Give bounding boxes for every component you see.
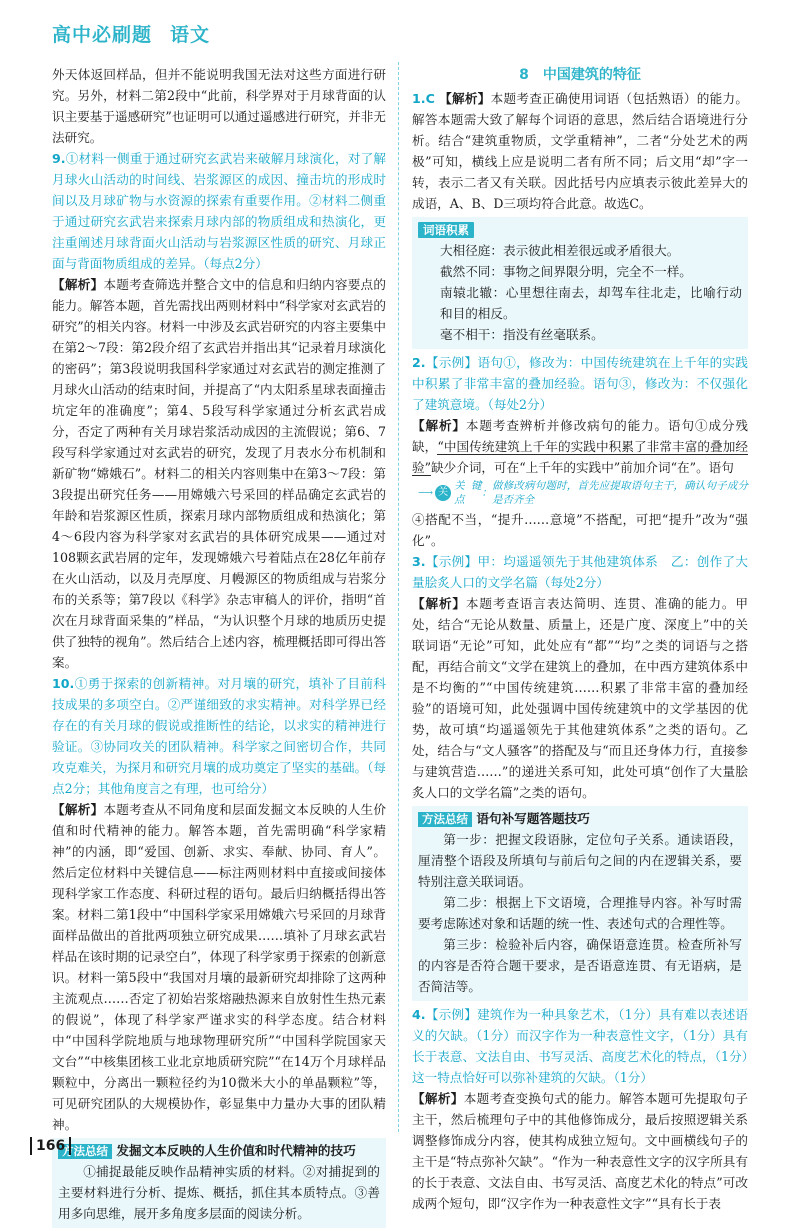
method-summary-tag: 方法总结: [418, 812, 472, 827]
method-summary-title: 发掘文本反映的人生价值和时代精神的技巧: [116, 1143, 356, 1158]
subject-title: 语文: [170, 24, 211, 46]
question-10-number: 10.: [52, 676, 75, 691]
book-title: [52, 20, 210, 47]
key-point-text: 做修改病句题时，首先应提取语句主干，确认句子成分是否齐全: [491, 480, 748, 506]
question-2-analysis-c: ④搭配不当，“提升……意境”不搭配，可把“提升”改为“强化”。: [412, 512, 748, 548]
question-10: [52, 673, 386, 1135]
method-summary-box-left: [52, 1138, 386, 1228]
analysis-label: 【解析】: [52, 277, 104, 292]
method-step: 第一步：把握文段语脉，定位句子关系。通读语段，厘清整个语段及所填句与前后句之间的内在逻辑关系，要特别注意关联词语。: [418, 832, 742, 889]
question-10-analysis: [52, 799, 386, 1135]
analysis-label: 【解析】: [52, 802, 104, 817]
method-summary-header: [418, 808, 742, 829]
question-4-label: 【示例】: [425, 1007, 478, 1022]
question-3-number: 3.: [412, 554, 426, 569]
question-3-analysis-text: 本题考查语言表达简明、连贯、准确的能力。甲处，结合“无论从数量、质量上，还是广度、深度上”中的关联词语“无论”可知，此处应有“都”“均”之类的词语与之搭配，再结合前文“文学在建筑上的叠加，在中西方建筑体系中是不均衡的”“中国传统建筑……积累了非常丰富的叠加经验”的语境可知，此处强调中国传统建筑中的文学基因的优势，故可填“均遥遥领先于其他建筑体系”之类的语句。乙处，结合与“文人骚客”的搭配及与“而且还身体力行，直接参与建筑营造……”的递进关系可知，此处可填“创作了大量脍炙人口的文学名篇”之类的语句。: [412, 596, 749, 800]
question-2: [412, 352, 748, 551]
analysis-label: 【解析】: [439, 91, 491, 106]
question-4-answer-text: 建筑作为一种具象艺术，（1分）具有难以表述语义的欠缺。（1分）而汉字作为一种表意性文字，（1分）具有长于表意、文法自由、书写灵活、高度艺术化的特点，（1分）这一特点恰好可以弥补建筑的欠缺。（1分）: [412, 1007, 749, 1085]
key-point-icon: 关: [435, 485, 451, 501]
analysis-label: 【解析】: [412, 596, 466, 611]
question-10-analysis-text: 本题考查从不同角度和层面发掘文本反映的人生价值和时代精神的能力。解答本题，首先需明确“科学家精神”的内涵，即“爱国、创新、求实、奉献、协同、育人”。然后定位材料中关键信息——标注两则材料中直接或间接体现科学家工作态度、科研过程的语句。最后归纳概括得出答案。材料二第1段中“中国科学家采用嫦娥六号采回的月球背面样品做出的首批两项独立研究成果……填补了月球玄武岩样品在该时期的记录空白”，体现了科学家勇于探索的创新意识。材料一第5段中“我国对月壤的最新研究却排除了这两种主流观点……否定了初始岩浆熔融热源来自放射性生热元素的假说”，体现了科学家严谨求实的科学态度。结合材料中“中国科学院地质与地球物理研究所”“中国科学院国家天文台”“中核集团核工业北京地质研究院”“在14万个月球样品颗粒中，分离出一颗粒径约为10微米大小的单晶颗粒”等，可见研究团队的大规模协作，彰显集中力量办大事的团队精神。: [52, 802, 387, 1132]
question-10-answer-text: ①勇于探索的创新精神。对月壤的研究，填补了目前科技成果的多项空白。②严谨细致的求实精神。对科学界已经存在的有关月球的假说或推断性的结论，以求实的精神进行验证。③协同攻关的团队精神。科学家之间密切合作，共同攻克难关，为探月和研究月壤的成功奠定了坚实的基础。（每点2分；其他角度言之有理，也可给分）: [52, 676, 386, 796]
question-10-answer: [52, 673, 386, 799]
question-1-analysis-text: 本题考查正确使用词语（包括熟语）的能力。解答本题需大致了解每个词语的意思，然后结合语境进行分析。结合“建筑重物质，文学重精神”，二者“分处艺术的两极”可知，横线上应是说明二者有所不同；后文用“却”字一转，表示二者又有关联。因此括号内应填表示彼此差异大的成语，A、B、D三项均符合此意。故选C。: [412, 91, 748, 211]
question-4-answer: [412, 1004, 748, 1088]
question-9-analysis-text: 本题考查筛选并整合文中的信息和归纳内容要点的能力。解答本题，首先需找出两则材料中“科学家对玄武岩的研究”的相关内容。材料一中涉及玄武岩研究的内容主要集中在第2～7段：第2段介绍了玄武岩并指出其“记录着月球演化的密码”；第3段说明我国科学家通过对玄武岩的测定推测了月球火山活动的结束时间，并提高了“内太阳系星球表面撞击坑定年的准确度”；第4、5段写科学家通过分析玄武岩成分，否定了两种有关月球岩浆活动成因的主流假说；第6、7段写科学家通过对玄武岩的研究，发现了月表水分布机制和新矿物“嫦娥石”。材料二的相关内容则集中在第3～7段：第3段提出研究任务——用嫦娥六号采回的样品确定玄武岩的年龄和岩浆源区性质，探索月球内部物质组成和热演化；第4～6段内容为科学家对玄武岩的具体研究成果——通过对108颗玄武岩屑的定年，发现嫦娥六号着陆点在28亿年前存在火山活动，以及月壳厚度、月幔源区的物质组成与岩浆分布的关系等；第7段以《科学》杂志审稿人的评价，指明“首次在月球背面采集的”样品，“为认识整个月球的地质历史提供了独特的视角”。然后结合上述内容，梳理概括即可得出答案。: [52, 277, 387, 670]
page-number: 166: [30, 1137, 71, 1155]
intro-paragraph: 外天体返回样品，但并不能说明我国无法对这些方面进行研究。另外，材料二第2段中“此前，科学界对于月球背面的认识主要基于遥感研究”也证明可以通过遥感进行研究，并非无法研究。: [52, 67, 386, 145]
question-2-analysis-b: 缺少介词，可在“上千年的实践中”前加介词“在”。语句: [431, 460, 734, 475]
vocab-item: 南辕北辙：心里想往南去，却驾车往北走，比喻行动和目的相反。: [440, 285, 742, 321]
method-summary-body: ①捕捉最能反映作品精神实质的材料。②对捕捉到的主要材料进行分析、提炼、概括，抓住其本质特点。③善用多向思维，展开多角度多层面的阅读分析。: [58, 1164, 380, 1221]
method-summary-tag: 方法总结: [58, 1144, 112, 1159]
analysis-label: 【解析】: [412, 1091, 464, 1106]
question-9-number: 9.: [52, 151, 66, 166]
book-title-text: 高中必刷题: [52, 24, 153, 46]
question-9-answer: [52, 148, 386, 274]
question-2-analysis: [412, 415, 748, 478]
vocabulary-box: [412, 217, 748, 349]
question-2-underlined-sentence: “中国传统建筑上千年的实践中积累了非常丰富的叠加经验”: [412, 439, 748, 475]
page-header: [0, 0, 800, 58]
arrow-icon: ⟶: [418, 487, 434, 499]
question-3-answer-text: 甲：均遥遥领先于其他建筑体系 乙：创作了大量脍炙人口的文学名篇（每处2分）: [412, 554, 749, 590]
question-2-number: 2.: [412, 355, 426, 370]
question-9-analysis: [52, 274, 386, 673]
question-3-analysis: [412, 593, 748, 803]
question-9: [52, 148, 386, 673]
question-3-label: 【示例】: [425, 554, 478, 569]
question-2-answer-text: 语句①，修改为：中国传统建筑在上千年的实践中积累了非常丰富的叠加经验。语句③，修改为：不仅强化了建筑意境。（每处2分）: [412, 355, 749, 412]
question-1-answer-letter: C: [425, 91, 435, 106]
method-summary-header: [58, 1140, 380, 1161]
question-4: [412, 1004, 748, 1214]
method-step: 第二步：根据上下文语境，合理推导内容。补写时需要考虑陈述对象和话题的统一性、表述句式的合理性等。: [418, 895, 742, 931]
question-4-analysis: [412, 1088, 748, 1214]
method-summary-box-right: [412, 806, 748, 1001]
left-column: [52, 64, 386, 1231]
key-point-label: 关键点: [454, 480, 482, 506]
question-3-answer: [412, 551, 748, 593]
column-divider: [398, 62, 399, 1132]
question-1-answer: [412, 88, 748, 214]
vocab-item: 毫不相干：指没有丝毫联系。: [440, 327, 604, 342]
right-column: [412, 64, 748, 1214]
vocabulary-tag: 词语积累: [418, 222, 474, 238]
question-2-answer: [412, 352, 748, 415]
question-9-answer-text: ①材料一侧重于通过研究玄武岩来破解月球演化，对了解月球火山活动的时间线、岩浆源区的成因、撞击坑的形成时间以及月球矿物与水资源的探索有重要作用。②材料二侧重于通过研究玄武岩来探索月球内部的物质组成和热演化，更注重阐述月球背面火山活动与岩浆源区性质的研究、月球正面与背面物质组成的差异。（每点2分）: [52, 151, 386, 271]
section-name: 中国建筑的特征: [542, 67, 641, 83]
section-number: 8: [519, 67, 529, 83]
question-3: [412, 551, 748, 803]
method-step: 第三步：检验补后内容，确保语意连贯。检查所补写的内容是否符合题干要求，是否语意连贯、有无语病，是否简洁等。: [418, 937, 742, 994]
vocab-item: 截然不同：事物之间界限分明，完全不一样。: [440, 264, 692, 279]
analysis-label: 【解析】: [412, 418, 466, 433]
vocab-item: 大相径庭：表示彼此相差很远或矛盾很大。: [440, 243, 680, 258]
key-point-tip: ⟶ 关 关键点 ： 做修改病句题时，首先应提取语句主干，确认句子成分是否齐全: [418, 480, 748, 506]
question-4-analysis-text: 本题考查变换句式的能力。解答本题可先提取句子主干，然后梳理句子中的其他修饰成分，最后按照逻辑关系调整修饰成分内容，使其构成独立短句。文中画横线句子的主干是“特点弥补欠缺”。“作为一种表意性文字的汉字所具有的长于表意、文法自由、书写灵活、高度艺术化的特点”可改成两个短句，即“汉字作为一种表意性文字”“具有长于表: [412, 1091, 749, 1211]
method-summary-title: 语句补写题答题技巧: [476, 811, 590, 826]
question-2-label: 【示例】: [425, 355, 478, 370]
section-title: [412, 64, 748, 86]
question-1: [412, 88, 748, 214]
question-4-number: 4.: [412, 1007, 426, 1022]
question-1-number: 1.: [412, 91, 426, 106]
question-2-analysis-a: 本题考查辨析并修改病句的能力。语句①成分残缺，: [412, 418, 749, 454]
